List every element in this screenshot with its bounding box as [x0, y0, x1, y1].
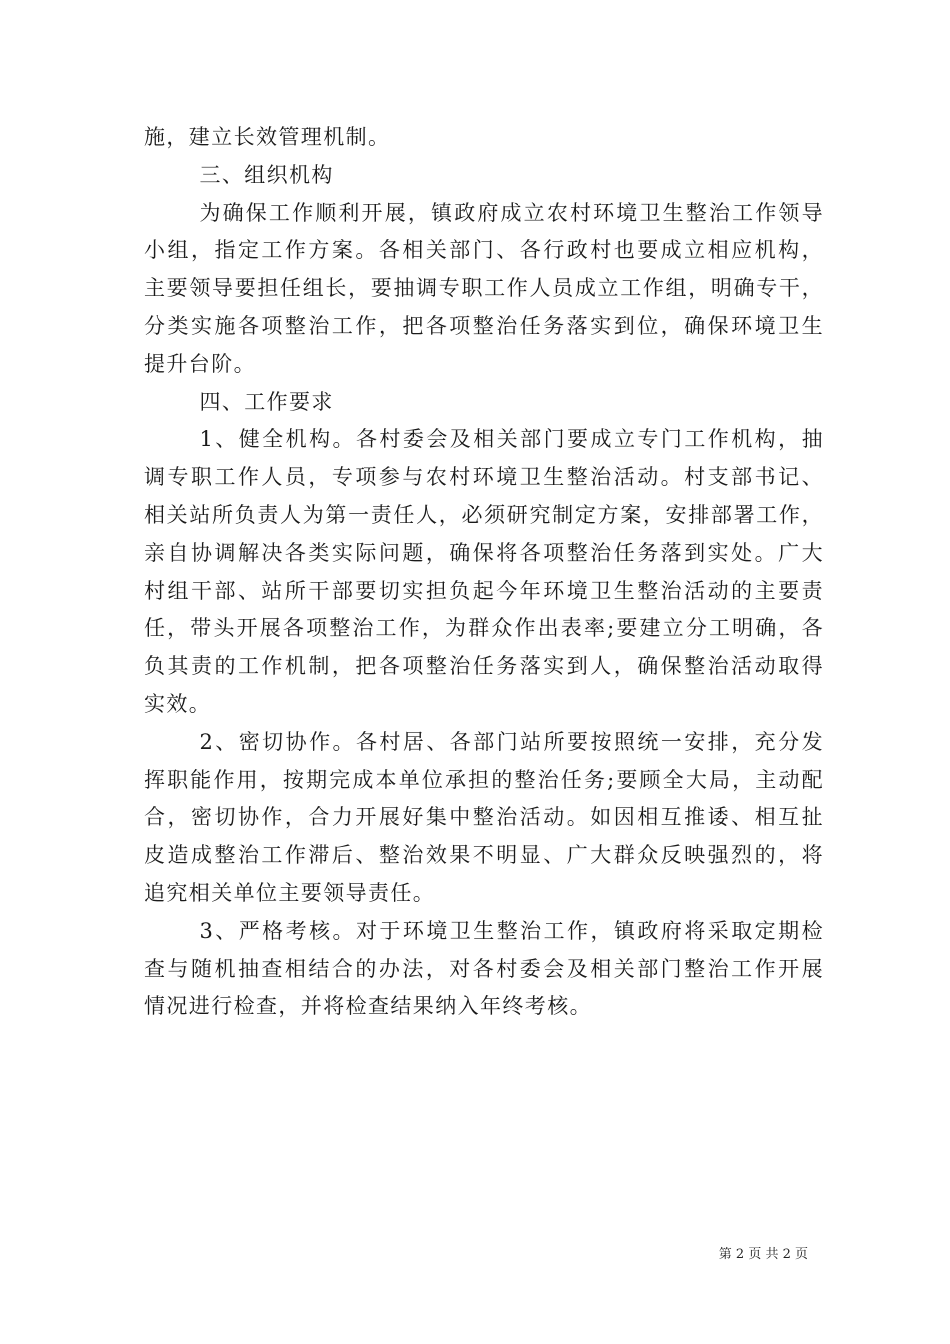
text-line: 合，密切协作，合力开展好集中整治活动。如因相互推诿、相互扯: [144, 805, 824, 830]
text-line: 挥职能作用，按期完成本单位承担的整治任务;要顾全大局，主动配: [144, 767, 824, 792]
text-line: 分类实施各项整治工作，把各项整治任务落实到位，确保环境卫生: [144, 313, 824, 338]
text-line: 实效。: [144, 691, 212, 716]
text-line: 提升台阶。: [144, 351, 256, 376]
text-line: 三、组织机构: [199, 162, 334, 187]
text-line: 小组，指定工作方案。各相关部门、各行政村也要成立相应机构，: [144, 238, 824, 263]
document-body: [144, 119, 824, 1026]
text-line: 情况进行检查，并将检查结果纳入年终考核。: [144, 994, 592, 1019]
text-line: 任，带头开展各项整治工作，为群众作出表率;要建立分工明确，各: [144, 616, 824, 641]
text-line: 皮造成整治工作滞后、整治效果不明显、广大群众反映强烈的，将: [144, 843, 824, 868]
text-line: 施，建立长效管理机制。: [144, 125, 391, 149]
text-line: 2、密切协作。各村居、各部门站所要按照统一安排，充分发: [199, 729, 824, 754]
text-line: 调专职工作人员，专项参与农村环境卫生整治活动。村支部书记、: [144, 465, 824, 490]
text-line: 为确保工作顺利开展，镇政府成立农村环境卫生整治工作领导: [199, 200, 824, 225]
text-line: 3、严格考核。对于环境卫生整治工作，镇政府将采取定期检: [199, 918, 824, 943]
text-line: 四、工作要求: [199, 389, 334, 414]
text-line: 1、健全机构。各村委会及相关部门要成立专门工作机构，抽: [199, 427, 824, 452]
text-line: 主要领导要担任组长，要抽调专职工作人员成立工作组，明确专干，: [144, 276, 824, 301]
text-line: 查与随机抽查相结合的办法，对各村委会及相关部门整治工作开展: [144, 956, 824, 981]
text-line: 追究相关单位主要领导责任。: [144, 880, 436, 905]
page-number: 第 2 页 共 2 页: [718, 1247, 808, 1262]
text-line: 负其责的工作机制，把各项整治任务落实到人，确保整治活动取得: [144, 654, 824, 679]
text-line: 村组干部、站所干部要切实担负起今年环境卫生整治活动的主要责: [144, 578, 824, 603]
text-line: 亲自协调解决各类实际问题，确保将各项整治任务落到实处。广大: [144, 540, 824, 565]
text-line: 相关站所负责人为第一责任人，必须研究制定方案，安排部署工作，: [144, 502, 824, 527]
